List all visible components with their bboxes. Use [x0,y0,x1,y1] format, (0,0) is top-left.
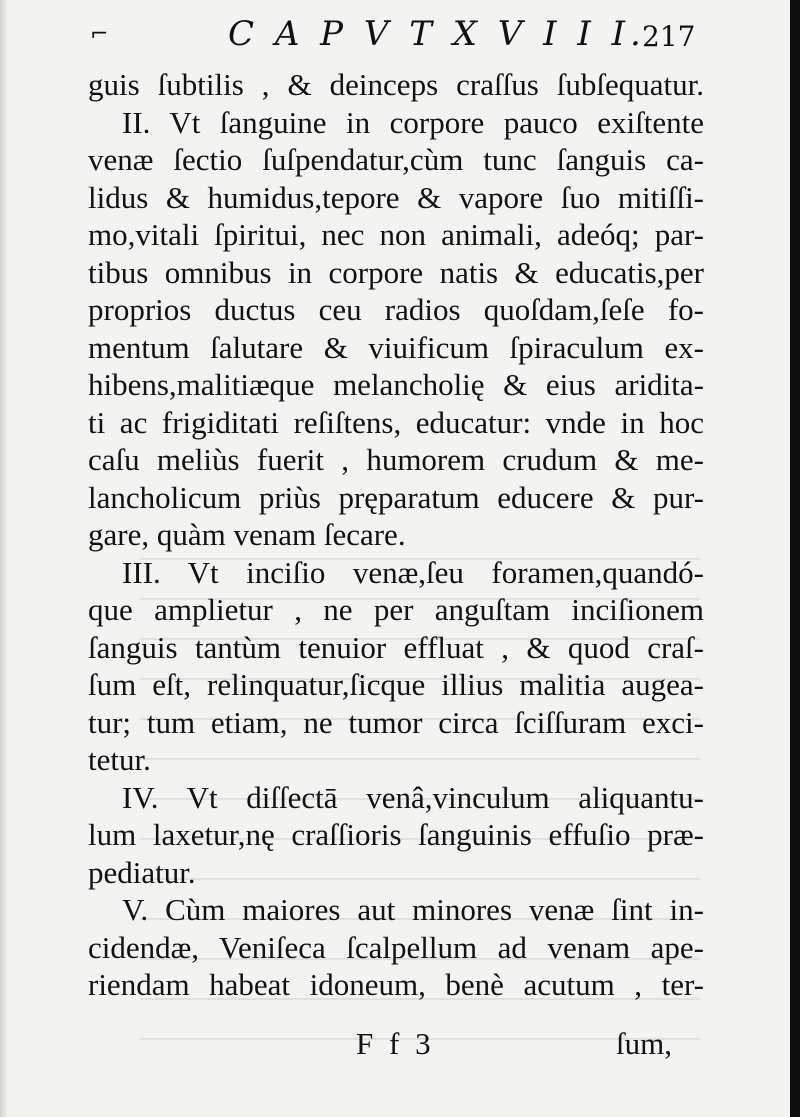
text-line: lancholicum priùs pręparatum educere & pur- [88,479,704,515]
text-line: tur; tum etiam, ne tumor circa ſciſſuram exci- [88,704,704,740]
text-line: hibens,malitiæque melancholię & eius aridita- [88,367,704,402]
running-head: C A P V T X V I I I. [228,14,646,54]
page-gutter-shadow [0,0,8,1117]
text-line: V. Cùm maiores aut minores venæ ſint in- [122,892,704,927]
text-line: tibus omnibus in corpore natis & educatis,per [88,254,704,290]
text-line: ſum eſt, relinquatur,ſicque illius malitia augea- [88,667,704,702]
text-line: II. Vt ſanguine in corpore pauco exiſtente [122,104,704,140]
text-line: mo,vitali ſpiritui, nec non animali, adeóq; par- [88,217,704,252]
text-line: cidendæ, Veniſeca ſcalpellum ad venam ape- [88,929,704,965]
text-line: mentum ſalutare & viuificum ſpiraculum ex- [88,329,704,365]
text-line: lum laxetur,nę craſſioris ſanguinis effuſio præ- [88,817,704,852]
text-line: proprios ductus ceu radios quoſdam,ſeſe fo- [88,292,704,327]
body-text [88,66,704,1004]
text-line: ſanguis tantùm tenuior effluat , & quod craſ- [88,629,704,665]
page-number: 217 [642,20,696,53]
page-footer [0,1026,790,1066]
text-line: tetur. [88,742,151,777]
text-line: IV. Vt diſſectā venâ,vinculum aliquantu- [122,779,704,815]
text-line: guis ſubtilis , & deinceps craſſus ſubſequatur. [88,67,704,102]
catchword: ſum, [616,1026,672,1061]
text-line: pediatur. [88,854,196,890]
header-corner-mark: ⌐ [90,22,109,47]
text-line: lidus & humidus,tepore & vapore ſuo mitiſſi- [88,179,704,215]
signature-mark: F f 3 [356,1026,435,1061]
text-line: gare, quàm venam ſecare. [88,517,406,552]
text-line: ti ac frigiditati reſiſtens, educatur: vnde in hoc [88,404,704,440]
text-line: riendam habeat idoneum, benè acutum , ter- [88,967,704,1002]
text-line: que amplietur , ne per anguſtam inciſionem [88,592,704,627]
text-line: caſu meliùs fuerit , humorem crudum & me- [88,442,704,477]
page-header [0,12,790,62]
scan-margin [790,0,800,1117]
text-line: III. Vt inciſio venæ,ſeu foramen,quandó- [122,554,704,590]
text-line: venæ ſectio ſuſpendatur,cùm tunc ſanguis ca- [88,142,704,177]
